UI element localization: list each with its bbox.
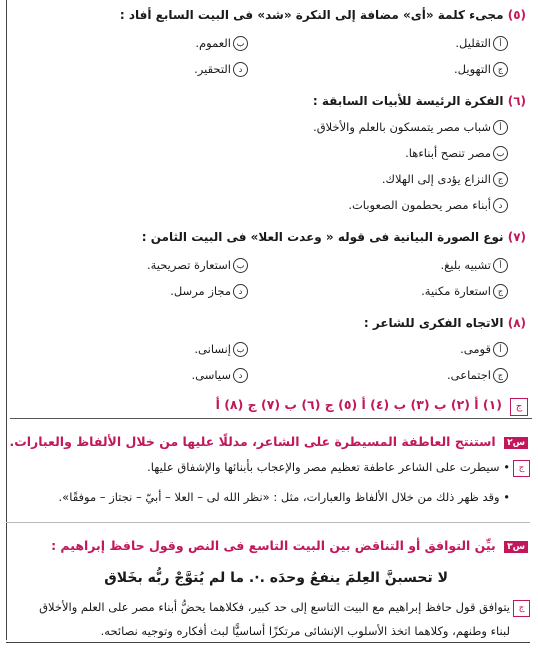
q6-option-a[interactable] <box>313 120 508 135</box>
question-6 <box>313 94 526 108</box>
q7-option-c[interactable] <box>421 284 508 299</box>
section-2-heading <box>9 434 528 449</box>
section-2-title: استنتج العاطفة المسيطرة على الشاعر، مدللًا عليها من خلال الألفاظ والعبارات. <box>9 434 496 449</box>
question-6-number: (٦) <box>507 94 526 108</box>
option-text: النزاع يؤدى إلى الهلاك. <box>381 172 491 186</box>
section-3-answer-line-1: يتوافق قول حافظ إبراهيم مع البيت التاسع إلى حد كبير، فكلاهما يحضُّ أبناء مصر على العلم والأخلاق <box>39 600 510 614</box>
question-7-number: (٧) <box>507 230 526 244</box>
option-mark-icon: ج <box>493 284 508 299</box>
q6-option-c[interactable] <box>382 172 508 187</box>
question-8-number: (٨) <box>507 316 526 330</box>
option-mark-icon: ج <box>493 62 508 77</box>
option-text: إنسانى. <box>194 342 231 356</box>
section-3-answer-line-2: لبناء وطنهم، وكلاهما اتخذ الأسلوب الإنشائى مرتكزًا أساسيًّا لبث أفكاره وتوجيه نصائحه. <box>100 624 510 638</box>
option-mark-icon: ب <box>493 146 508 161</box>
answer-icon: ج <box>513 600 530 617</box>
option-text: مجاز مرسل. <box>170 284 231 298</box>
section-3-badge: س٣ <box>504 541 528 553</box>
bullet-text: سيطرت على الشاعر عاطفة تعظيم مصر والإعجاب بأبنائها والإشفاق عليها. <box>147 460 500 474</box>
answer-key-row <box>10 396 532 419</box>
question-6-text: الفكرة الرئيسة للأبيات السابقة : <box>312 94 504 108</box>
answer-key-text: (١) أ (٢) ب (٣) ب (٤) أ (٥) ج (٦) ب (٧) ج (٨) أ <box>215 397 502 412</box>
q7-option-a[interactable] <box>441 258 508 273</box>
option-text: سياسى. <box>191 368 231 382</box>
section-divider <box>6 522 530 523</box>
question-7 <box>142 230 526 244</box>
option-text: التحقير. <box>194 62 231 76</box>
option-text: التقليل. <box>455 36 491 50</box>
q5-option-d[interactable] <box>194 62 248 77</box>
poem-verse: لا تحسبنَّ العِلمَ ينفعُ وحدَه .·. ما لم يُتوَّجْ ربُّه بخَلاق <box>104 570 448 586</box>
section-2-badge: س٢ <box>504 437 528 449</box>
q6-option-d[interactable] <box>348 198 508 213</box>
answer-icon: ج <box>513 460 530 477</box>
q5-option-c[interactable] <box>454 62 508 77</box>
option-text: أبناء مصر يحطمون الصعوبات. <box>348 198 491 212</box>
question-5-text: مجىء كلمة «أى» مضافة إلى النكرة «شد» فى البيت السابع أفاد : <box>119 8 504 22</box>
option-mark-icon: أ <box>493 258 508 273</box>
frame-left-border <box>6 0 7 640</box>
option-text: استعارة تصريحية. <box>146 258 231 272</box>
question-8-text: الاتجاه الفكرى للشاعر : <box>363 316 504 330</box>
option-mark-icon: ج <box>493 172 508 187</box>
option-mark-icon: د <box>233 284 248 299</box>
option-text: اجتماعى. <box>446 368 491 382</box>
option-mark-icon: ب <box>233 36 248 51</box>
option-text: مصر تنصح أبناءها. <box>405 146 491 160</box>
section-2-bullet-2: • وقد ظهر ذلك من خلال الألفاظ والعبارات، مثل : «نظر الله لى – العلا – أبيّ – نجتاز – موفقًا». <box>58 490 510 504</box>
section-3-heading <box>51 538 528 553</box>
option-text: تشبيه بليغ. <box>440 258 491 272</box>
q8-option-d[interactable] <box>192 368 249 383</box>
option-mark-icon: أ <box>493 36 508 51</box>
question-8 <box>364 316 526 330</box>
option-mark-icon: د <box>233 62 248 77</box>
option-mark-icon: ب <box>233 342 248 357</box>
option-mark-icon: د <box>493 198 508 213</box>
question-7-text: نوع الصورة البيانية فى قوله « وعدت العلا» فى البيت الثامن : <box>141 230 504 244</box>
q7-option-b[interactable] <box>147 258 248 273</box>
q8-option-a[interactable] <box>460 342 508 357</box>
answer-icon: ج <box>510 398 528 416</box>
question-5 <box>120 8 526 22</box>
option-mark-icon: أ <box>493 120 508 135</box>
option-mark-icon: د <box>233 368 248 383</box>
section-3-title: بيِّن التوافق أو التناقض بين البيت التاسع فى النص وقول حافظ إبراهيم : <box>51 538 496 553</box>
q8-option-b[interactable] <box>194 342 248 357</box>
section-2-bullet-1: • سيطرت على الشاعر عاطفة تعظيم مصر والإعجاب بأبنائها والإشفاق عليها. <box>147 460 510 474</box>
option-mark-icon: ب <box>233 258 248 273</box>
q5-option-b[interactable] <box>195 36 248 51</box>
option-text: استعارة مكنية. <box>421 284 491 298</box>
q8-option-c[interactable] <box>447 368 508 383</box>
q7-option-d[interactable] <box>170 284 248 299</box>
bullet-text: وقد ظهر ذلك من خلال الألفاظ والعبارات، مثل : «نظر الله لى – العلا – أبيّ – نجتاز – موفقًا». <box>58 490 500 504</box>
q6-option-b[interactable] <box>405 146 508 161</box>
frame-bottom-border <box>6 642 530 643</box>
option-mark-icon: أ <box>493 342 508 357</box>
option-text: التهويل. <box>454 62 491 76</box>
option-text: قومى. <box>460 342 491 356</box>
option-mark-icon: ج <box>493 368 508 383</box>
option-text: شباب مصر يتمسكون بالعلم والأخلاق. <box>313 120 491 134</box>
option-text: العموم. <box>195 36 231 50</box>
q5-option-a[interactable] <box>455 36 508 51</box>
question-5-number: (٥) <box>507 8 526 22</box>
